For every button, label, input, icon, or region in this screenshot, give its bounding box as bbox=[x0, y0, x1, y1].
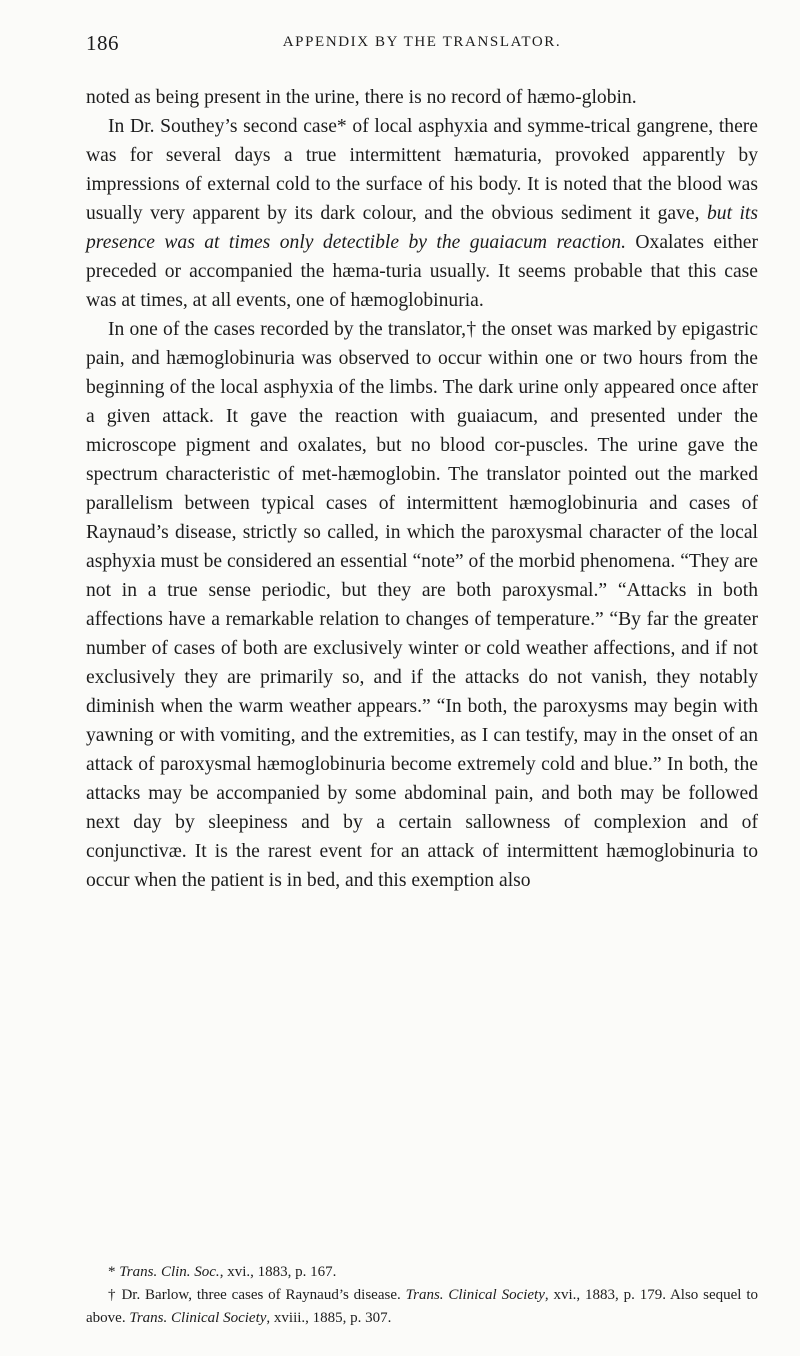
footnote-2-text-b: , xvi., 1883, p. 179. Also sequel to above. bbox=[86, 1287, 758, 1326]
footnote-2-journal-1: Trans. Clinical Society bbox=[405, 1287, 545, 1303]
footnote-1-marker: * bbox=[108, 1264, 120, 1280]
footnote-2-journal-2: Trans. Clinical Society bbox=[129, 1310, 267, 1326]
page-number: 186 bbox=[86, 31, 119, 55]
paragraph-3: In one of the cases recorded by the translator,† the onset was marked by epigastric pain, and hæmoglobinuria was observed to occur within one or two hours from the beginning of the local asphyxia of the limbs. The dark urine only appeared once after a given attack. It gave the reaction with guaiacum, and presented under the microscope pigment and oxalates, but no blood cor-puscles. The urine gave the spectrum characteristic of met-hæmoglobin. The translator pointed out the marked parallelism between typical cases of intermittent hæmoglobinuria and cases of Raynaud’s disease, strictly so called, in which the paroxysmal character of the local asphyxia must be considered an essential “note” of the morbid phenomena. “They are not in a true sense periodic, but they are both paroxysmal.” “Attacks in both affections have a remarkable relation to changes of temperature.” “By far the greater number of cases of both are exclusively winter or cold weather affections, and if not exclusively they are primarily so, and if the attacks do not vanish, they notably diminish when the warm weather appears.” “In both, the paroxysms may begin with yawning or with vomiting, and the extremities, as I can testify, may in the onset of an attack of paroxysmal hæmoglobinuria become extremely cold and blue.” In both, the attacks may be accompanied by some abdominal pain, and both may be followed next day by sleepiness and by a certain sallowness of complexion and of conjunctivæ. It is the rarest event for an attack of intermittent hæmoglobinuria to occur when the patient is in bed, and this exemption also bbox=[86, 319, 758, 891]
body-text bbox=[86, 83, 758, 895]
paragraph-2-text-a: In Dr. Southey’s second case* of local asphyxia and symme-trical gangrene, there was for several days a true intermittent hæmaturia, provoked apparently by impressions of external cold to the surface of his body. It is noted that the blood was usually very apparent by its dark colour, and the obvious sediment it gave, bbox=[86, 116, 758, 224]
footnote-1-citation: , xvi., 1883, p. 167. bbox=[219, 1264, 337, 1280]
paragraph-2 bbox=[86, 112, 758, 315]
paragraph-2-emphasis: but its presence was at times only detectible by the guaiacum reaction. bbox=[86, 203, 758, 253]
footnote-2-text-a: Dr. Barlow, three cases of Raynaud’s disease. bbox=[121, 1287, 406, 1303]
paragraph-2-text-b: Oxalates either preceded or accompanied the hæma-turia usually. It seems probable that this case was at times, at all events, one of hæmoglobinuria. bbox=[86, 232, 758, 311]
footnotes bbox=[86, 1261, 758, 1330]
running-title: APPENDIX BY THE TRANSLATOR. bbox=[282, 34, 562, 50]
footnote-2-marker: † bbox=[108, 1287, 122, 1303]
footnote-1-journal: Trans. Clin. Soc. bbox=[119, 1264, 220, 1280]
running-head bbox=[86, 31, 758, 55]
footnote-2-text-c: , xviii., 1885, p. 307. bbox=[266, 1310, 392, 1326]
footnote-2 bbox=[86, 1284, 758, 1330]
paragraph-1: noted as being present in the urine, there is no record of hæmo-globin. bbox=[86, 87, 637, 108]
footnote-1 bbox=[86, 1261, 758, 1284]
